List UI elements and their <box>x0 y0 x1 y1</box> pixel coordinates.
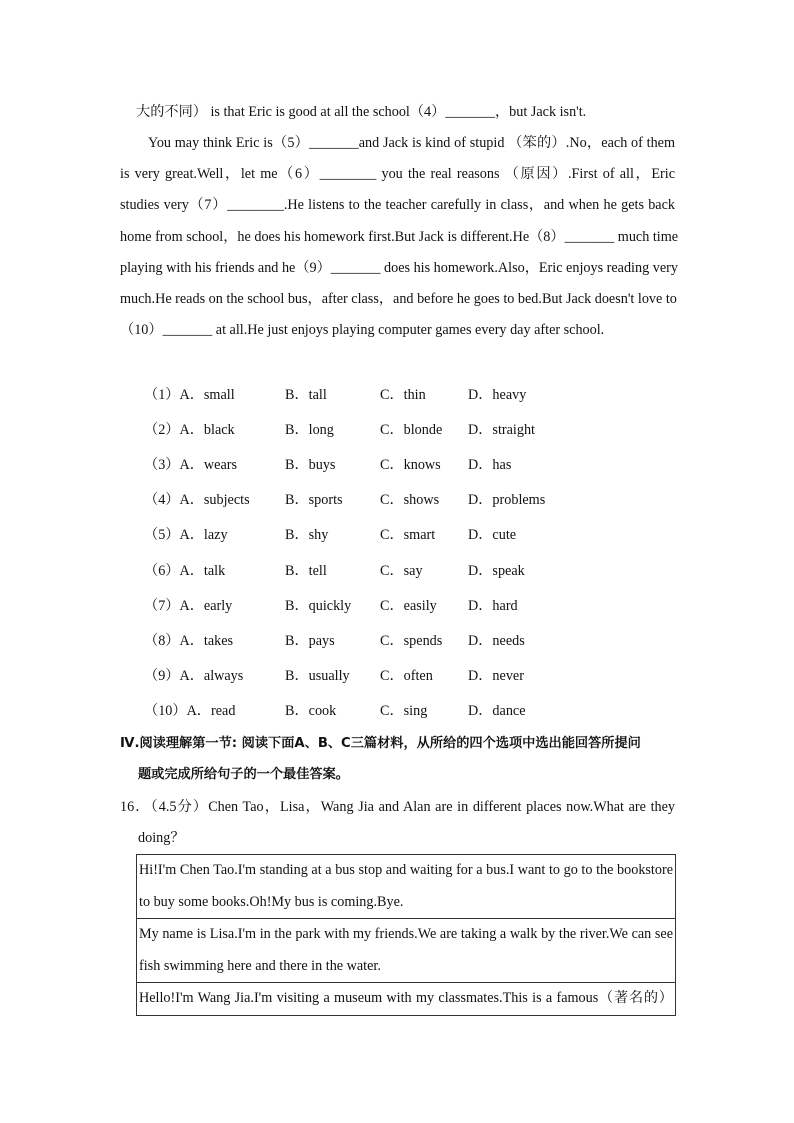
reading-table <box>136 854 676 1016</box>
option-d: D．cute <box>468 527 517 543</box>
passage-line-1: 大的不同） is that Eric is good at all the school（4）_______，but Jack isn't. <box>136 104 587 120</box>
option-c: C．shows <box>380 492 440 508</box>
option-d: D．straight <box>468 422 535 438</box>
table-row-line: Hi!I'm Chen Tao.I'm standing at a bus stop and waiting for a bus.I want to go to the bookstore <box>139 862 673 878</box>
table-row-chen-tao <box>137 855 675 919</box>
option-a: （10）A．read <box>144 703 236 719</box>
section-heading-line-1: Ⅳ.阅读理解第一节: 阅读下面A、B、C三篇材料，从所给的四个选项中选出能回答所提问 <box>120 736 641 751</box>
option-c: C．blonde <box>380 422 443 438</box>
passage-line-5: home from school，he does his homework first.But Jack is different.He（8）_______ much time <box>120 229 679 245</box>
option-d: D．speak <box>468 563 525 579</box>
passage-line-8: （10）_______ at all.He just enjoys playing computer games every day after school. <box>120 322 605 338</box>
option-c: C．easily <box>380 598 437 614</box>
option-a: （9）A．always <box>144 668 244 684</box>
option-c: C．thin <box>380 387 426 403</box>
option-b: B．tell <box>285 563 327 579</box>
option-c: C．knows <box>380 457 441 473</box>
option-a: （6）A．talk <box>144 563 226 579</box>
option-c: C．spends <box>380 633 443 649</box>
option-a: （7）A．early <box>144 598 233 614</box>
question-16-line-1: 16．（4.5分）Chen Tao，Lisa，Wang Jia and Alan are in different places now.What are they <box>120 799 675 815</box>
option-a: （8）A．takes <box>144 633 234 649</box>
option-c: C．often <box>380 668 433 684</box>
table-row-line: My name is Lisa.I'm in the park with my friends.We are taking a walk by the river.We can see <box>139 926 673 942</box>
option-a: （5）A．lazy <box>144 527 228 543</box>
passage-line-7: much.He reads on the school bus，after class，and before he goes to bed.But Jack doesn't love to <box>120 291 677 307</box>
option-b: B．pays <box>285 633 335 649</box>
option-a: （2）A．black <box>144 422 235 438</box>
option-c: C．sing <box>380 703 428 719</box>
option-d: D．dance <box>468 703 526 719</box>
option-c: C．say <box>380 563 423 579</box>
question-16-line-2: doing？ <box>138 830 185 846</box>
table-row-wang-jia <box>137 983 675 1016</box>
passage-line-2: You may think Eric is（5）_______and Jack is kind of stupid （笨的）.No，each of them <box>148 135 675 151</box>
option-d: D．heavy <box>468 387 527 403</box>
option-c: C．smart <box>380 527 436 543</box>
passage-line-4: studies very（7）________.He listens to the teacher carefully in class，and when he gets back <box>120 197 675 213</box>
option-d: D．problems <box>468 492 546 508</box>
option-a: （1）A．small <box>144 387 235 403</box>
option-b: B．tall <box>285 387 327 403</box>
option-b: B．sports <box>285 492 343 508</box>
table-row-line: to buy some books.Oh!My bus is coming.Bye. <box>139 893 404 910</box>
passage-line-6: playing with his friends and he（9）_______ does his homework.Also，Eric enjoys reading very <box>120 260 678 276</box>
section-heading-line-2: 题或完成所给句子的一个最佳答案。 <box>138 767 349 782</box>
table-row-lisa <box>137 919 675 983</box>
option-b: B．cook <box>285 703 337 719</box>
option-d: D．never <box>468 668 524 684</box>
option-b: B．shy <box>285 527 329 543</box>
option-b: B．quickly <box>285 598 352 614</box>
option-b: B．buys <box>285 457 336 473</box>
option-a: （4）A．subjects <box>144 492 250 508</box>
option-a: （3）A．wears <box>144 457 237 473</box>
table-row-line: Hello!I'm Wang Jia.I'm visiting a museum with my classmates.This is a famous（著名的） <box>139 990 673 1006</box>
option-d: D．has <box>468 457 512 473</box>
option-d: D．hard <box>468 598 518 614</box>
table-row-line: fish swimming here and there in the water. <box>139 957 381 974</box>
option-b: B．long <box>285 422 334 438</box>
option-b: B．usually <box>285 668 350 684</box>
passage-line-3: is very great.Well，let me（6）________ you the real reasons （原因）.First of all，Eric <box>120 166 675 182</box>
option-d: D．needs <box>468 633 525 649</box>
